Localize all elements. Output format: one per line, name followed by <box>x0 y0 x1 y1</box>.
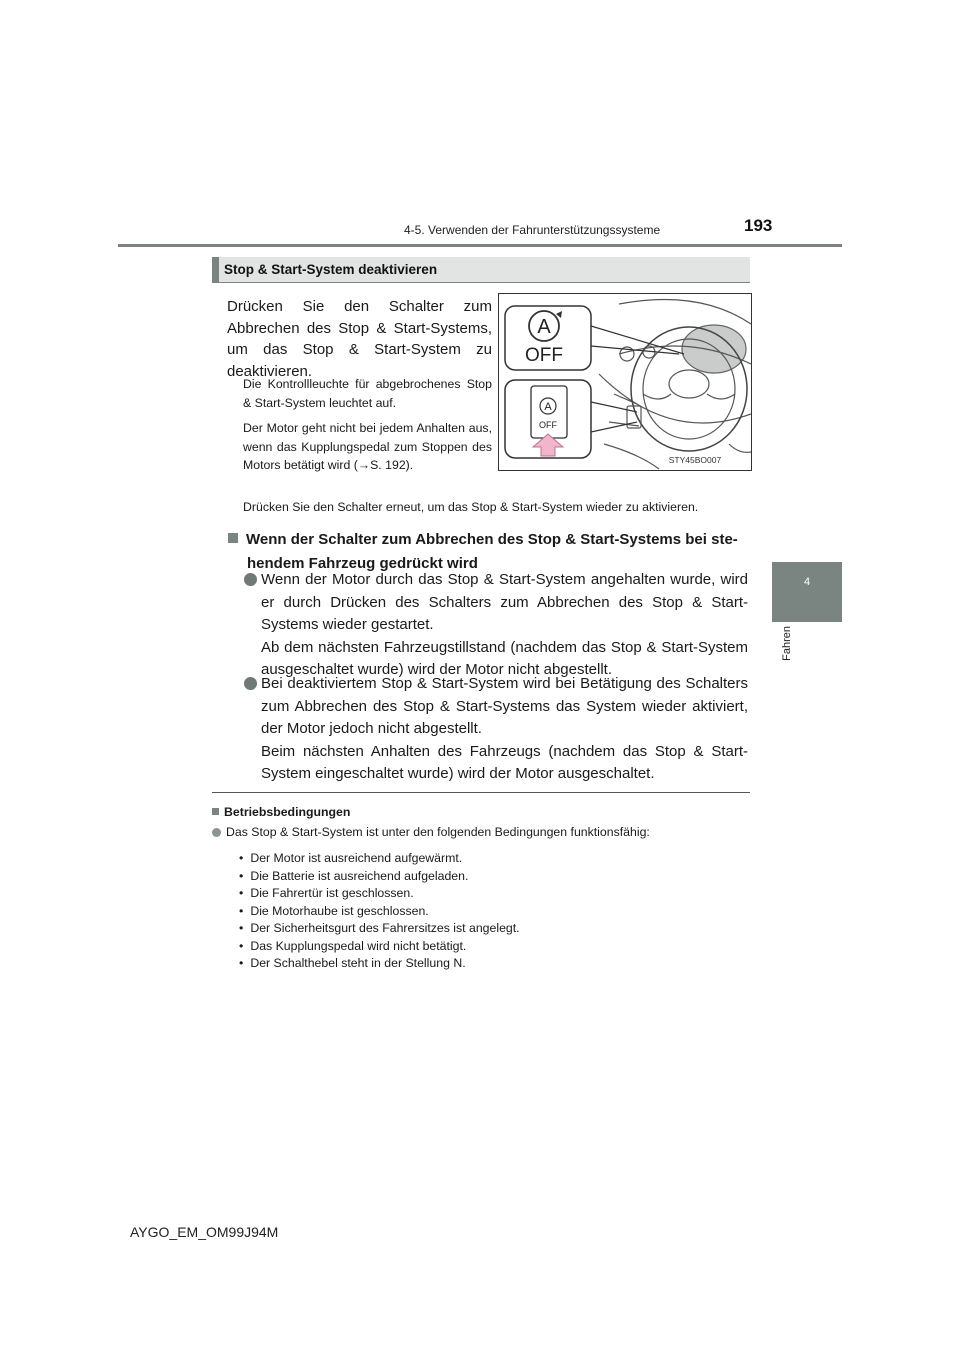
intro-note-indicator: Die Kontrollleuchte für abgebrochenes Stop & Start-System leuchtet auf. <box>243 377 492 410</box>
list-item: • Der Schalthebel steht in der Stellung N. <box>239 955 520 973</box>
bullet-text: Ab dem nächsten Fahrzeugstillstand (nachdem das Stop & Start-System ausgeschaltet wurde) wird der Motor nicht abgestellt. <box>261 638 748 678</box>
conditions-title: Betriebsbedingungen <box>224 805 351 819</box>
illustration-letter-large: A <box>537 316 551 338</box>
list-item: • Die Fahrertür ist geschlossen. <box>239 885 520 903</box>
subsection-title-line2: hendem Fahrzeug gedrückt wird <box>247 555 478 572</box>
intro-paragraph: Drücken Sie den Schalter zum Abbrechen des Stop & Start-Systems, um das Stop & Start-System zu deaktivieren. <box>227 298 492 381</box>
list-item: • Der Sicherheitsgurt des Fahrersitzes ist angelegt. <box>239 920 520 938</box>
conditions-intro-text: Das Stop & Start-System ist unter den folgenden Bedingungen funktionsfähig: <box>226 825 650 839</box>
circle-bullet-icon <box>244 573 257 586</box>
bullet-text: Wenn der Motor durch das Stop & Start-System angehalten wurde, wird er durch Drücken des Schalters zum Abbrechen des Stop & Start-Systems wieder gestartet. <box>261 571 748 633</box>
header-rule <box>118 244 842 247</box>
dashboard-drawing <box>499 294 751 470</box>
subsection-title-line1: Wenn der Schalter zum Abbrechen des Stop & Start-Systems bei ste- <box>246 531 738 548</box>
document-code: AYGO_EM_OM99J94M <box>130 1224 279 1240</box>
conditions-heading <box>212 805 350 819</box>
square-bullet-icon <box>228 533 238 543</box>
list-item: • Der Motor ist ausreichend aufgewärmt. <box>239 850 520 868</box>
header-section-title: 4-5. Verwenden der Fahrunterstützungssysteme <box>404 223 661 237</box>
section-divider <box>212 792 750 793</box>
bullet-text: Bei deaktiviertem Stop & Start-System wird bei Betätigung des Schalters zum Abbrechen des Stop & Start-Systems das System wieder aktiviert, der Motor jedoch nicht abgestellt. <box>261 675 748 737</box>
circle-bullet-icon <box>212 828 221 837</box>
bullet-item <box>244 673 748 786</box>
illustration-letter-small: A <box>544 401 552 413</box>
conditions-intro <box>212 825 650 839</box>
circle-bullet-icon <box>244 677 257 690</box>
section-underline <box>212 282 750 283</box>
page-number: 193 <box>744 216 773 235</box>
chapter-label: Fahren <box>781 626 793 661</box>
list-item: • Die Batterie ist ausreichend aufgeladen. <box>239 868 520 886</box>
intro-note-reactivate: Drücken Sie den Schalter erneut, um das Stop & Start-System wieder zu aktivieren. <box>243 500 699 514</box>
illustration-off-small: OFF <box>539 420 557 430</box>
chapter-tab <box>772 562 842 622</box>
list-item: • Die Motorhaube ist geschlossen. <box>239 903 520 921</box>
section-heading-accent <box>212 257 219 282</box>
intro-note-clutch: Der Motor geht nicht bei jedem Anhalten aus, wenn das Kupplungspedal zum Stoppen des Motors betätigt wird (→S. 192). <box>243 421 492 472</box>
switch-illustration <box>498 293 752 471</box>
conditions-list <box>239 850 520 973</box>
illustration-off-large: OFF <box>525 345 563 366</box>
bullet-item <box>244 569 748 682</box>
illustration-code: STY45BO007 <box>668 455 722 465</box>
section-title: Stop & Start-System deaktivieren <box>224 262 438 277</box>
chapter-number: 4 <box>803 576 811 588</box>
bullet-text: Beim nächsten Anhalten des Fahrzeugs (nachdem das Stop & Start-System eingeschaltet wurde) wird der Motor ausgeschaltet. <box>261 742 748 782</box>
square-bullet-icon <box>212 808 219 815</box>
list-item: • Das Kupplungspedal wird nicht betätigt. <box>239 938 520 956</box>
